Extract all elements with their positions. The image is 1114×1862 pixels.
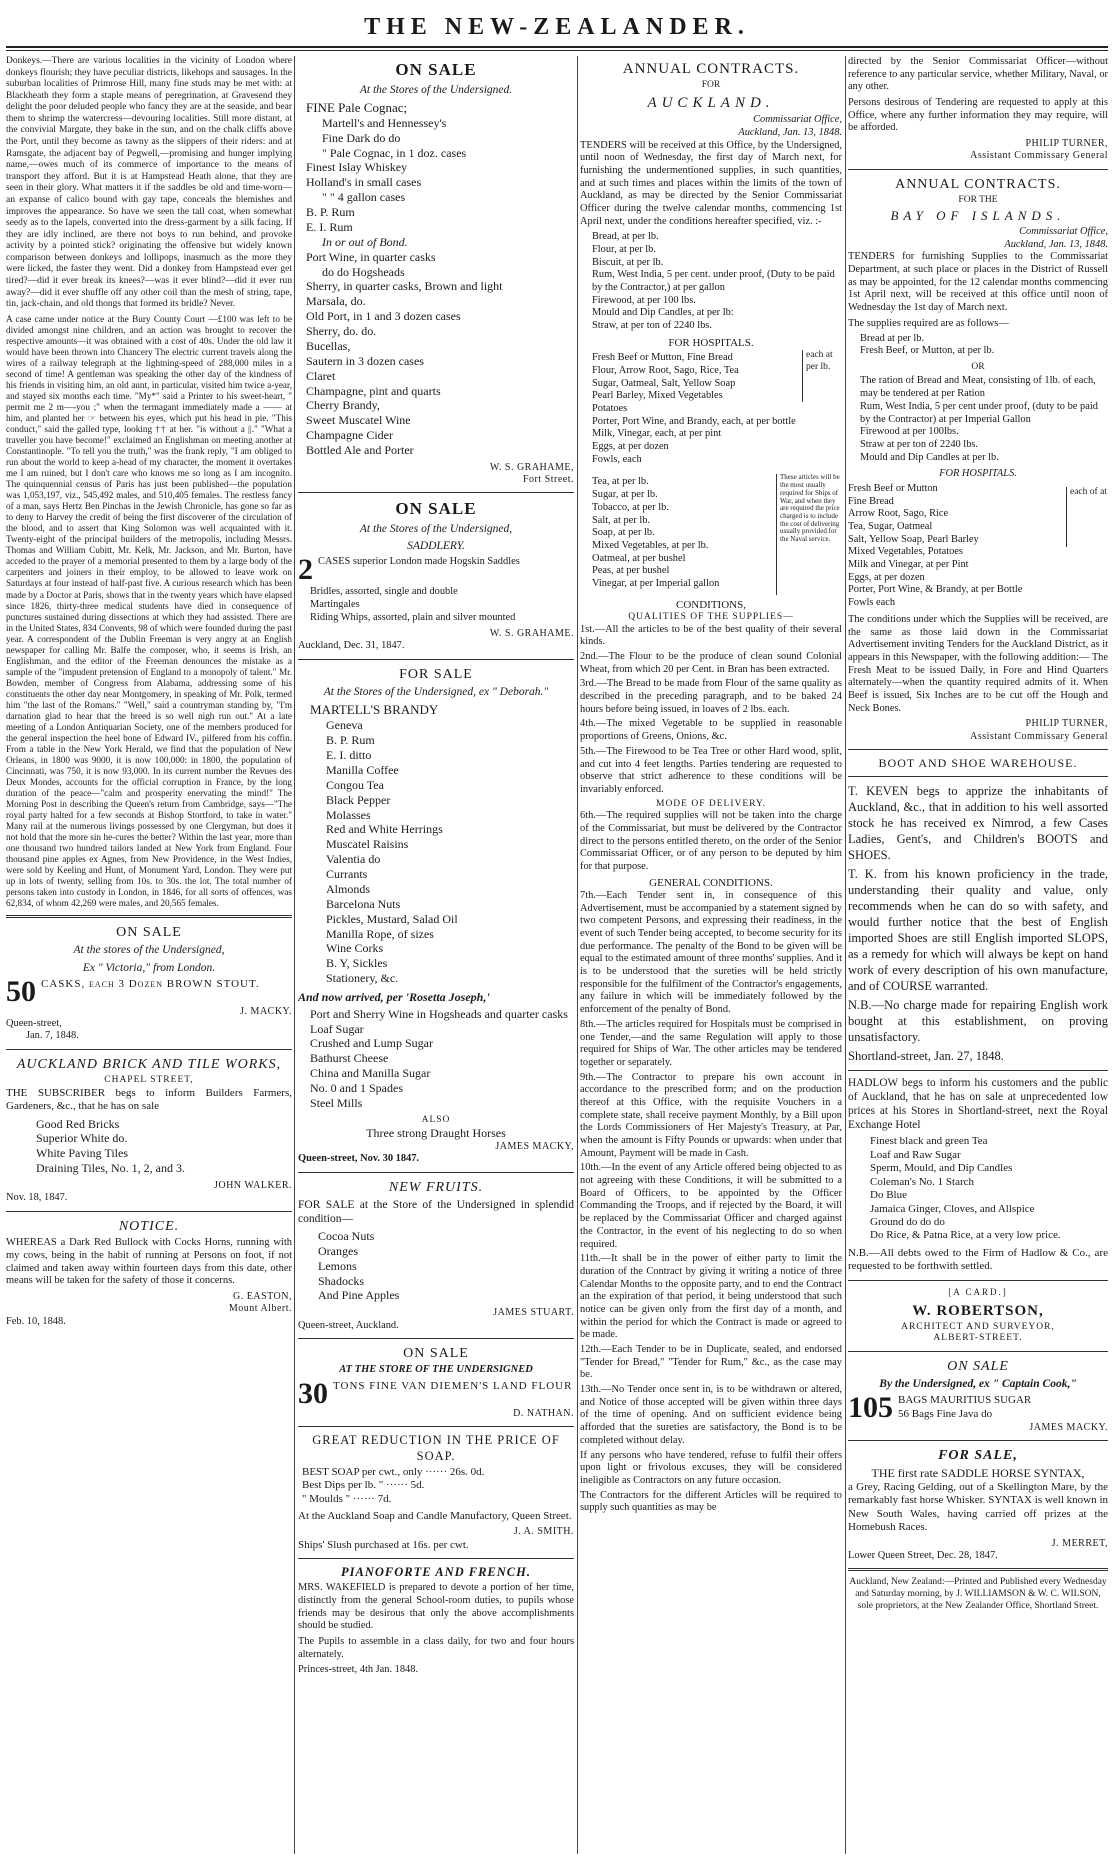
list-item: Rum, West India, 5 per cent under proof, (duty to be paid by the Contractor) at per Imperial Gallon — [860, 400, 1098, 425]
general-conditions-list — [580, 890, 842, 1515]
list-item: Oatmeal, at per bushel — [592, 552, 686, 564]
list-item: Porter, Port Wine, and Brandy, each, at per bottle — [592, 415, 796, 427]
ad-date: Princes-street, 4th Jan. 1848. — [298, 1664, 419, 1676]
list-item: Biscuit, at per lb. — [592, 256, 664, 268]
list-item: B. P. Rum — [326, 733, 375, 748]
list-item: Straw at per ton of 2240 lbs. — [860, 438, 979, 450]
ad-text: CASES superior London made Hogskin Saddles — [318, 556, 520, 568]
ships-list — [592, 476, 776, 590]
bracket-note: each of at — [1066, 487, 1108, 547]
divider — [848, 169, 1108, 170]
ad-subtitle: AT THE STORE OF THE UNDERSIGNED — [339, 1364, 533, 1376]
divider — [848, 1351, 1108, 1352]
list-item: Good Red Bricks — [36, 1116, 120, 1131]
list-item: Tea, Sugar, Oatmeal — [848, 521, 933, 533]
ad-text: The conditions under which the Supplies will be received, are the same as those laid down in the Commissariat Advertisement inviting Tenders for the Auckland District, as it appears in this Newspaper, with the following addition:— The Fresh Meat to be issued Daily, in Fore and Hind Quarters alternately—when the quantity required admits of it. When Beef is issued, Six Inches are to be cut off the Hough and Neck Bones. — [848, 613, 1108, 714]
list-item: Oranges — [318, 1243, 358, 1258]
ad-date: Shortland-street, Jan. 27, 1848. — [848, 1049, 1004, 1064]
list-item: Straw, at per ton of 2240 lbs. — [592, 320, 712, 332]
ad-title: FOR SALE — [399, 667, 473, 683]
conditions-list — [580, 624, 842, 797]
list-item: Bucellas, — [306, 338, 351, 353]
ad-signature: W. S. GRAHAME. — [489, 628, 574, 640]
ad-also: ALSO — [421, 1114, 451, 1125]
ad-subtitle: SADDLERY. — [407, 540, 465, 553]
ad-brick-works — [6, 1056, 292, 1205]
list-item: Vinegar, at per Imperial gallon — [592, 577, 720, 589]
ad-quantity: 2 — [298, 556, 313, 585]
list-item: FINE Pale Cognac; — [306, 99, 408, 115]
list-item: Crushed and Lump Sugar — [310, 1036, 433, 1051]
list-item: Eggs, at per dozen — [848, 571, 925, 583]
condition-item: 11th.—It shall be in the power of either party to limit the duration of the Contract by giving it writing a notice of three Calendar Months to the opposite party, and to end the Contract an the expiration of that period, it being understood that such notice can be given only from the first day of a month, and within the period for which the Contract is made or agreed to be made. — [580, 1253, 842, 1341]
list-item: Port Wine, in quarter casks — [306, 249, 436, 264]
ad-item-list — [318, 1229, 574, 1303]
ad-spirits — [298, 60, 574, 486]
ad-mauritius-sugar — [848, 1358, 1108, 1434]
card-name: W. ROBERTSON, — [912, 1302, 1044, 1319]
card-role: ARCHITECT AND SURVEYOR, — [901, 1321, 1055, 1332]
divider — [298, 492, 574, 493]
imprint: Auckland, New Zealand:—Printed and Published every Wednesday and Saturday morning, by J. WILLIAMSON & W. C. WILSON, sole proprietors, at the New Zealander Office, Shortland Street. — [849, 1577, 1107, 1611]
ad-text: 56 Bags Fine Java do — [898, 1407, 993, 1420]
ad-robertson-card — [848, 1287, 1108, 1345]
list-item: Cocoa Nuts — [318, 1228, 375, 1243]
ad-quantity: 105 — [848, 1394, 893, 1423]
list-item: Superior White do. — [36, 1131, 128, 1146]
ad-text: T. K. from his known proficiency in the trade, understanding their quality and value, only recommends when he can do so with safety, and would further notice that the best of English imported Shoes are still English imported SLOPS, as a remedy for which will always be kept on hand work of every description of his own manufacture, and of COURSE warranted. — [848, 867, 1108, 994]
ad-note: N.B.—No charge made for repairing English work bought at this establishment, on proving unsatisfactory. — [848, 998, 1108, 1045]
newspaper-title: THE NEW-ZEALANDER. — [364, 14, 750, 40]
list-item: Sugar, at per lb. — [592, 489, 658, 501]
list-item: Valentia do — [326, 852, 381, 867]
condition-item: 5th.—The Firewood to be Tea Tree or other Hard wood, split, and cut into 4 feet lengths. Parties tendering are requested to observe that strict adherence to these conditions will be invariably enforced. — [580, 745, 842, 795]
list-item: Almonds — [326, 881, 371, 896]
list-item: Pearl Barley, Mixed Vegetables — [592, 390, 723, 402]
list-item: White Paving Tiles — [36, 1146, 129, 1161]
ad-subtitle: At the Stores of the Undersigned. — [359, 83, 513, 96]
list-item: Claret — [306, 368, 336, 383]
list-item: Molasses — [326, 807, 371, 822]
delivery-text: 6th.—The required supplies will not be taken into the charge of the Commissariat, but must be delivered by the Contractor direct to the persons entitled thereto, on the order of the Senior Commissariat Officer, or of any person to be deputed by him for that purpose. — [580, 810, 842, 872]
ad-title: NOTICE. — [118, 1218, 180, 1234]
list-item: B. Y, Sickles — [326, 956, 388, 971]
ad-signature: JAMES STUART. — [493, 1307, 574, 1319]
list-item: Fresh Beef or Mutton, Fine Bread — [592, 352, 733, 364]
condition-item: 12th.—Each Tender to be in Duplicate, sealed, and endorsed "Tender for Bread," "Tender for Rum," &c., as the case may be. — [580, 1344, 842, 1381]
divider — [848, 1280, 1108, 1281]
conditions-heading: CONDITIONS, — [676, 598, 746, 611]
ad-signature: D. NATHAN. — [513, 1408, 574, 1420]
list-item: Bridles, assorted, single and double — [310, 586, 458, 598]
list-item: Loaf Sugar — [310, 1021, 364, 1036]
ad-text: MRS. WAKEFIELD is prepared to devote a portion of her time, distinctly from the general School-room duties, to pupils whose friends may be desirous that only the above accomplishments should be studied. — [298, 1582, 574, 1632]
list-item: Congou Tea — [326, 777, 384, 792]
list-item: Holland's in small cases — [306, 175, 422, 190]
ad-text: THE first rate SADDLE HORSE SYNTAX, — [871, 1466, 1085, 1481]
ad-title: ON SALE — [403, 1346, 469, 1362]
list-item: Fowls, each — [592, 453, 642, 465]
ad-place: Mount Albert. — [228, 1303, 292, 1315]
divider — [848, 749, 1108, 750]
column-separator — [845, 56, 846, 1854]
list-item: Barcelona Nuts — [326, 896, 401, 911]
ad-subtitle: By the Undersigned, ex " Captain Cook," — [879, 1378, 1077, 1391]
ad-soap — [298, 1433, 574, 1552]
list-item: MARTELL'S BRANDY — [310, 702, 439, 718]
list-item: China and Manilla Sugar — [310, 1066, 431, 1081]
list-item: Lemons — [318, 1258, 357, 1273]
hospitals-heading: FOR HOSPITALS. — [939, 468, 1017, 480]
column-3 — [580, 56, 842, 1856]
ad-signature: PHILIP TURNER, — [1025, 138, 1108, 150]
condition-item: 3rd.—The Bread to be made from Flour of the same quality as described in the preceding paragraph, and to be baked 24 hours before being issued, in loaves of 2 lbs. each. — [580, 678, 842, 715]
condition-item: 10th.—In the event of any Article offered being objected to as not agreeing with these Conditions, it will be submitted to a Board of Officers, to be appointed by the Officer Commanding the Troops, and if rejected by the Board, it will be replaced by the Commissariat Officer and charged against the Contractor, in the event of his neglecting to do so when required. — [580, 1162, 842, 1250]
list-item: Black Pepper — [326, 792, 391, 807]
condition-item: 13th.—No Tender once sent in, is to be withdrawn or altered, and Notice of those accepted will be given within three days of the time of opening. And on sufficient evidence being afforded that the sureties are satisfactory, the Bond is to be completed without delay. — [580, 1384, 842, 1446]
list-item: Mould and Dip Candles at per lb. — [860, 451, 999, 463]
ad-text: BAGS MAURITIUS SUGAR — [898, 1394, 1032, 1407]
list-item: Marsala, do. — [306, 294, 366, 309]
ad-saddlery — [298, 499, 574, 653]
ad-text: CASKS, each 3 Dozen BROWN STOUT. — [41, 977, 260, 990]
ad-signature: JAMES MACKY, — [495, 1140, 574, 1152]
list-item: E. I. ditto — [326, 748, 372, 763]
ad-role: Assistant Commissary General — [970, 150, 1108, 162]
ad-new-fruits — [298, 1179, 574, 1332]
ad-horses: Three strong Draught Horses — [366, 1126, 506, 1141]
list-item: Fowls each — [848, 597, 896, 609]
hospitals-list — [592, 352, 798, 466]
ad-title: NEW FRUITS. — [388, 1179, 484, 1195]
list-item: Shadocks — [318, 1273, 364, 1288]
divider — [6, 1049, 292, 1050]
ad-text: a Grey, Racing Gelding, out of a Skellington Mare, by the remarkably fast horse Whisker. SYNTAX is well known in New South Wales, having carried off prizes at the Homebush Races. — [848, 1480, 1108, 1534]
list-item: Tobacco, at per lb. — [592, 501, 669, 513]
list-item: Mixed Vegetables, Potatoes — [848, 546, 963, 558]
list-item: Ground do do do — [870, 1215, 945, 1228]
list-item: Sugar, Oatmeal, Salt, Yellow Soap — [592, 377, 736, 389]
list-item: Draining Tiles, No. 1, 2, and 3. — [36, 1161, 186, 1176]
ad-item-list — [860, 333, 1108, 358]
ad-date: Lower Queen Street, Dec. 28, 1847. — [848, 1549, 998, 1561]
ad-signature: JOHN WALKER. — [213, 1180, 292, 1192]
ad-place: Queen-street, — [6, 1017, 62, 1029]
divider — [298, 1172, 574, 1173]
list-item: Finest black and green Tea — [870, 1135, 988, 1148]
list-item: Geneva — [326, 718, 363, 733]
list-item: Do Rice, & Patna Rice, at a very low price. — [870, 1229, 1061, 1242]
divider — [848, 776, 1108, 777]
list-item: Coleman's No. 1 Starch — [870, 1175, 975, 1188]
list-item: Port and Sherry Wine in Hogsheads and quarter casks — [310, 1006, 568, 1021]
list-item: " " 4 gallon cases — [322, 190, 406, 205]
ad-title: ON SALE — [395, 60, 477, 79]
ad-signature: J. MACKY. — [240, 1005, 292, 1017]
ad-quantity: 50 — [6, 977, 36, 1006]
list-item: Riding Whips, assorted, plain and silver mounted — [310, 611, 516, 623]
list-item: Flour, Arrow Root, Sago, Rice, Tea — [592, 364, 739, 376]
column-1 — [6, 56, 292, 1856]
contracts-office: Commissariat Office, — [753, 114, 842, 126]
list-item: Sautern in 3 dozen cases — [306, 353, 424, 368]
list-item: Pickles, Mustard, Salad Oil — [326, 911, 458, 926]
list-item: Cherry Brandy, — [306, 398, 380, 413]
column-4 — [848, 56, 1108, 1856]
essay-donkeys: Donkeys.—There are various localities in the vicinity of London where donkeys flourish; they have peculiar districts, likehops and sausages. In the suburban localities of Primrose Hill, many fine studs may be met with: at Blackheath they form a staple means of peregrination, at Gravesend they delight the poor deluded people who fancy they are at the seaside, and bear them to shrimp the watercress—devouring localities. Still more distant, at the convivial Margate, they bake in the sun, and on the chalk cliffs above the Port, until they become as tawny as the slippers of their riders: and at Ramsgate, the adjacent bay of Pegwell,—promising and hunger implying name,—owes much of its commerce of importance to the means of transport they afford. But it is at Hampstead Heath alone, that they are seen in their glory. What matters it if the saddles be old and time-worn—an expanse of calico bound with gay tape, conceals the blemishes and improves the appearance. So have we seen the tall coat, when somewhat seedy as to the lapels, converted into the dress-garment by a silk facing. If they are idly inclined, are there not boys to run behind, and provoke activity by a pointed stick? originating the offensive but widely known comparison between donkeys and lollipops, inasmuch as the more they were licked, the faster they went. Did a donkey from Hampstead ever get tired?—did it ever break its knees?—was it ever blind?—did it ever run away?—did it ever shuffle off any other coil than the mesh of string, tape, tin, jack-chain, and old thongs that formed its bridle? Never. — [6, 56, 292, 310]
list-item: Fresh Beef, or Mutton, at per lb. — [860, 345, 995, 357]
contracts-title: ANNUAL CONTRACTS. — [622, 61, 800, 77]
ad-title: ON SALE — [947, 1358, 1009, 1374]
list-item: Muscatel Raisins — [326, 837, 409, 852]
general-heading: GENERAL CONDITIONS. — [649, 876, 773, 889]
ad-text: THE SUBSCRIBER begs to inform Builders Farmers, Gardeners, &c., that he has on sale — [6, 1086, 292, 1113]
list-item: do do Hogsheads — [322, 264, 405, 279]
ad-subtitle: At the Stores of the Undersigned, ex " Deborah." — [323, 686, 549, 699]
ad-title: ON SALE — [395, 499, 477, 519]
ad-subtitle: At the stores of the Undersigned, — [73, 944, 225, 957]
list-item: Flour, at per lb. — [592, 244, 656, 256]
list-item: Soap, at per lb. — [592, 527, 655, 539]
ad-item-list — [310, 1007, 574, 1111]
ad-notice-bullock — [6, 1218, 292, 1328]
list-item: Jamaica Ginger, Cloves, and Allspice — [870, 1202, 1035, 1215]
ad-arrived-note: And now arrived, per 'Rosetta Joseph,' — [298, 990, 490, 1005]
list-item: Martell's and Hennessey's — [322, 115, 447, 130]
ad-for: FOR THE — [958, 194, 998, 205]
ad-text: The Pupils to assemble in a class daily, for two and four hours alternately. — [298, 1635, 574, 1660]
list-item: And Pine Apples — [318, 1288, 400, 1303]
list-item: Eggs, at per dozen — [592, 441, 669, 453]
divider — [6, 915, 292, 918]
list-item: Rum, West India, 5 per cent. under proof, (Duty to be paid by the Contractor,) at per gallon — [592, 269, 835, 294]
list-item: Mixed Vegetables, at per lb. — [592, 539, 709, 551]
ad-item-list — [36, 1117, 292, 1177]
list-item: Finest Islay Whiskey — [306, 160, 408, 175]
ad-hadlow — [848, 1077, 1108, 1273]
contracts-intro: TENDERS will be received at this Office, by the Undersigned, until noon of Wednesday, the first day of March next, for furnishing the undermentioned supplies, in such quantities, and at such times and places within the limits of the town of Auckland, as may be directed by the Senior Commissariat Officer during the twelve calendar months, commencing 1st April next, under the conditions hereafter specified, viz. :- — [580, 139, 842, 227]
list-item: Milk and Vinegar, at per Pint — [848, 559, 969, 571]
list-item: BEST SOAP per cwt., only ······ 26s. 0d. — [302, 1465, 485, 1478]
column-2 — [298, 56, 574, 1856]
condition-item: 4th.—The mixed Vegetable to be supplied in reasonable proportions of Greens, Onions, &c. — [580, 718, 842, 743]
ad-text: At the Auckland Soap and Candle Manufactory, Queen Street. — [298, 1509, 572, 1522]
list-item: Sherry, in quarter casks, Brown and light — [306, 279, 503, 294]
ad-bay-of-islands — [848, 176, 1108, 743]
list-item: Fine Dark do do — [322, 130, 401, 145]
ad-item-list — [310, 702, 574, 986]
ad-text: WHEREAS a Dark Red Bullock with Cocks Horns, running with my cows, being in the habit of running at Persons on foot, if not claimed and taken away within fourteen days from this date, other means will be taken for the safety of those it concerns. — [6, 1237, 292, 1287]
ad-flour — [298, 1345, 574, 1420]
divider — [848, 1440, 1108, 1441]
hospitals-list — [848, 483, 1066, 610]
list-item: Sweet Muscatel Wine — [306, 413, 411, 428]
list-item: The ration of Bread and Meat, consisting of 1lb. of each, may be tendered at per Ration — [860, 375, 1096, 400]
list-item: Arrow Root, Sago, Rice — [848, 508, 949, 520]
condition-item: 8th.—The articles required for Hospitals must be comprised in one Tender,—and the same Regulation will apply to those required for Ships of War. The other articles may be tendered together or separately. — [580, 1018, 842, 1068]
ad-text: TONS FINE VAN DIEMEN'S LAND FLOUR — [333, 1380, 573, 1393]
ad-office: Commissariat Office, — [1019, 226, 1108, 238]
list-item: Wine Corks — [326, 941, 384, 956]
list-item: Salt, Yellow Soap, Pearl Barley — [848, 533, 979, 545]
ad-text: FOR SALE at the Store of the Undersigned in splendid condition— — [298, 1198, 574, 1225]
condition-item: 7th.—Each Tender sent in, in consequence of this Advertisement, must be accompanied by a statement signed by two competent Persons, and expressing their readiness, in the event of such Tender being accepted, to become security for its due performance. The penalty of the Bond to be given will be equal to the estimated amount of three months' supplies. And it is to be understood that the sureties will be held strictly responsible for the fulfilment of the Contractor's engagements, any failure in which will be immediately followed by the enforcement of the penalty of Bond. — [580, 889, 842, 1016]
divider — [298, 1558, 574, 1559]
list-item: Manilla Coffee — [326, 762, 399, 777]
list-item: Potatoes — [592, 403, 628, 415]
ad-subtitle: CHAPEL STREET, — [104, 1075, 194, 1086]
ad-role: Assistant Commissary General — [970, 730, 1108, 742]
column-separator — [294, 56, 295, 1854]
list-item: Bathurst Cheese — [310, 1051, 389, 1066]
masthead-rule — [6, 46, 1108, 48]
contracts-continued: Persons desirous of Tendering are requested to apply at this Office, where any further information they may require, will be afforded. — [848, 97, 1108, 134]
masthead — [0, 0, 1114, 50]
ad-text: HADLOW begs to inform his customers and the public of Auckland, that he has on sale at unprecedented low prices at his Stores in Shortland-street, next the Royal Exchange Hotel — [848, 1077, 1108, 1131]
supplies-list — [592, 231, 842, 333]
ad-note: N.B.—All debts owed to the Firm of Hadlow & Co., are requested to be forthwith settled. — [848, 1246, 1108, 1273]
list-item: Manilla Rope, of sizes — [326, 926, 434, 941]
list-item: Porter, Port Wine, & Brandy, at per Bottle — [848, 584, 1023, 596]
list-item: E. I. Rum — [306, 219, 353, 234]
ad-note: Ships' Slush purchased at 16s. per cwt. — [298, 1538, 469, 1551]
ad-text: TENDERS for furnishing Supplies to the Commissariat Department, at such place or places in the District of Russell as may be appointed, for the 12 calendar months commencing 1st April next, will be received at this office until noon of Wednesday the 1st day of March next. — [848, 251, 1108, 314]
card-place: ALBERT-STREET. — [933, 1333, 1023, 1344]
list-item: In or out of Bond. — [322, 234, 408, 249]
list-item: Red and White Herrings — [326, 822, 443, 837]
list-item: " Pale Cognac, in 1 doz. cases — [322, 145, 467, 160]
ad-signature: W. S. GRAHAME, — [489, 461, 574, 473]
ad-signature: J. MERRET, — [1051, 1537, 1108, 1549]
masthead-rule-thin — [6, 50, 1108, 51]
list-item: Currants — [326, 867, 368, 882]
ad-subtitle: Ex " Victoria," from London. — [82, 961, 216, 974]
condition-item: If any persons who have tendered, refuse to fulfil their offers upon light or frivolous excuses, they will be considered ineligible as Contractors on any future occasion. — [580, 1449, 842, 1486]
list-item: Bread at per lb. — [860, 332, 925, 344]
list-item: Fresh Beef or Mutton — [848, 482, 938, 494]
ad-date: Nov. 18, 1847. — [6, 1192, 68, 1204]
list-item: Firewood at per 100lbs. — [860, 426, 959, 438]
list-item: Champagne Cider — [306, 428, 393, 443]
ad-date: Jan. 7, 1848. — [26, 1030, 79, 1042]
ad-item-list — [310, 586, 574, 624]
ad-date: Auckland, Jan. 13, 1848. — [1004, 238, 1108, 250]
ad-title: FOR SALE, — [938, 1448, 1018, 1464]
list-item: " Moulds " ······ 7d. — [302, 1492, 392, 1505]
list-item: Bread, at per lb. — [592, 231, 659, 243]
list-item: Best Dips per lb. " ······ 5d. — [302, 1479, 425, 1492]
list-item: B. P. Rum — [306, 205, 355, 220]
delivery-heading: MODE OF DELIVERY. — [656, 798, 766, 809]
ad-signature: G. EASTON, — [233, 1291, 292, 1303]
ad-date: Queen-street, Nov. 30 1847. — [298, 1153, 420, 1165]
ad-item-list — [306, 100, 574, 458]
contracts-continued: directed by the Senior Commissariat Officer—without reference to any particular service, whether Military, Naval, or any other. — [848, 56, 1108, 93]
ad-deborah — [298, 666, 574, 1166]
divider — [6, 1211, 292, 1212]
divider — [298, 1426, 574, 1427]
list-item: Do Blue — [870, 1189, 907, 1202]
condition-item: 1st.—All the articles to be of the best quality of their several kinds. — [580, 623, 842, 648]
contracts-place: AUCKLAND. — [647, 94, 775, 111]
condition-item: 2nd.—The Flour to be the produce of clean sound Colonial Wheat, from which 20 per Cent. in Bran has been extracted. — [580, 651, 842, 675]
list-item: Salt, at per lb. — [592, 514, 651, 526]
ad-title: GREAT REDUCTION IN THE PRICE OF SOAP. — [312, 1433, 560, 1463]
list-item: Champagne, pint and quarts — [306, 383, 441, 398]
list-item: Old Port, in 1 and 3 dozen cases — [306, 309, 461, 324]
ad-title: AUCKLAND BRICK AND TILE WORKS, — [16, 1057, 282, 1073]
ad-item-list — [870, 1135, 1108, 1242]
contracts-for: FOR — [701, 80, 721, 91]
ad-quantity: 30 — [298, 1380, 328, 1409]
ad-place: BAY OF ISLANDS. — [890, 208, 1066, 224]
essay-miscellany: A case came under notice at the Bury County Court —£100 was left to be divided amongst nine children, and an action was brought to recover the respective amounts—it was obtained with a cost of 40s. Under the old law it would have been thrown into Chancery The electric current travels along the wires of a railway telegraph at the lightning-speed of 288,000 miles in a second of time! A gentleman was speaking the other day of the kindness of his friends in visiting him, an old aunt, in particular, visited him twice a-year, and stayed six months each time. "My*" said a Printer to his sweet-heart, " permit me 2 m—-you ;" when the termagant immediately made a —— at him, and planted her ☞ between his eyes, which put his head in pie. "This conduct," said the galled type, looking †† at her. "is without a ||." "What a traveller you have become!" exclaimed an Englishman on meeting another at Constantinople. "To tell you the truth," was the frank reply, "I am obliged to run about the world to keep a-head of my character, the moment it overtakes me I am ruined, but I don't care who knows me so long as I am incognito. The quinquennial census of Paris has just been published—the population was 1,053,197, viz., 545,492 males, and 510,405 females. The restless fancy of a man, says Hertz Ben Pinchas in the Jewish Chronicle, has gone so far as to deny to Harvey the credit of being the first discoverer of the circulation of the blood, and to assert that King Solomon was well acquainted with it. Twenty-eight of the principal builders of the metropolis, including Messrs. Thomas and William Cubitt, Mr. Kelk, Mr. Jackson, and Mr. Burton, have acceded to the prayer of a memorial presented to them by a large body of the carpenters and joiners in their employ, to be allowed to leave work on Saturdays at four instead of half-past five. A curious research which has been made by a Doctor at Paris, shows that in the twenty years which have elapsed since 1826, thirty-three medical students have died in consequence of punctures sustained during dissections at which they had assisted. There are in the United States, 834 Convents, 98 of which were founded during the past year. A correspondent of the Dublin Freeman is very angry at an English newspaper for calling Mr. Balfe the composer, who, it seems is Irish, an Englishman, and the editor of the Freeman denounces the mistake as a sample of the "impudent pretension of England to a monopoly of talent." Mr. Bowden, member of Congress from Alabama, addressing some of his constituents the other day near Montgomery, in speaking of Mr. Polk, termed him "the last of the Romans." "Well," said a countryman standing by, "I'm darnation glad to hear that the breed is so well nigh run out." At a late meeting of a London Antiquarian Society, one of the members produced for the general inspection the heel bone of Edward IV., pilfered from his coffin. From a table in the New York Herald, we find that the population of New Orleans, in 1800 was 9000, it is now 100,000: in 1800, the population of Cincinnati, was 750, it is now 93,000. In its current number the Revues des Deux Mondes, accounts for the official corruption in France, by the long duration of the peace—"calm and prosperity enervating the mind!" The Morning Post in describing the Queen's return from Cambridge, says—"The royal party halted for a few seconds at Bishop Stortford, to take in water." Many rail at the numerous livings possessed by one Clergyman, but does it not hold that the more sin he-cures the better? Within the last year, more than one thousand two hundred tailors landed at New York from England. Four thousand pine apples ex Agnes, from New Providence, in the West Indies, were sold by Keeling and Hunt, of Monument Yard, London. They were put up in lots of twenty, selling from 10s. to 30s. the lot. The total number of persons taken into custody in London, in 1846, for all sorts of offences, was 62,834, of whom 42,269 were males, and 20,565 females. — [6, 313, 292, 909]
ad-title: ON SALE — [116, 925, 182, 941]
contracts-date: Auckland, Jan. 13, 1848. — [738, 126, 842, 138]
ad-or: OR — [971, 361, 985, 372]
ad-title: ANNUAL CONTRACTS. — [895, 176, 1061, 192]
divider — [298, 1338, 574, 1339]
list-item: Fine Bread — [848, 495, 894, 507]
card-label: [A CARD.] — [948, 1286, 1008, 1297]
ships-note: These articles will be the most usually required for Ships of War, and when they are required the price charged is to include the cost of delivering usually provided for the Naval service. — [776, 474, 842, 594]
hospitals-heading: FOR HOSPITALS. — [668, 336, 754, 349]
conditions-subheading: QUALITIES OF THE SUPPLIES— — [628, 612, 794, 623]
list-item: Bottled Ale and Porter — [306, 443, 414, 458]
ad-place: Fort Street. — [523, 474, 574, 486]
ad-signature: J. A. SMITH. — [513, 1526, 574, 1538]
list-item: Sperm, Mould, and Dip Candles — [870, 1162, 1013, 1175]
ad-text: T. KEVEN begs to apprize the inhabitants of Auckland, &c., that in addition to his well assorted stock he has received ex Nimrod, a few Cases Ladies, Gent's, and Children's BOOTS and SHOES. — [848, 784, 1108, 863]
ad-pianoforte — [298, 1565, 574, 1677]
list-item: Stationery, &c. — [326, 971, 399, 986]
list-item: Peas, at per bushel — [592, 565, 670, 577]
ad-boot-shoe — [848, 756, 1108, 1065]
ad-subtitle: At the Stores of the Undersigned, — [359, 523, 513, 536]
ad-signature: JAMES MACKY. — [1029, 1422, 1108, 1434]
condition-item: 9th.—The Contractor to prepare his own account in accordance to the prescribed form; and on the production thereof at this Office, with the requisite Vouchers in a complete state, shall receive payment Monthly, by a Bill upon the Lords Commissioners of Her Majesty's Treasury, at Par, when the amount is Fifty Pounds or upwards: when under that Amount, Payment will be made in Cash. — [580, 1071, 842, 1159]
condition-item: The Contractors for the different Articles will be required to supply such quantities as may be — [580, 1489, 842, 1514]
list-item: Martingales — [310, 598, 360, 610]
ad-text: The supplies required are as follows— — [848, 317, 1009, 329]
ad-place: Queen-street, Auckland. — [298, 1319, 399, 1331]
ad-item-list — [860, 375, 1108, 464]
ad-date: Feb. 10, 1848. — [6, 1315, 66, 1327]
divider — [848, 1070, 1108, 1071]
ad-title: BOOT AND SHOE WAREHOUSE. — [878, 755, 1078, 770]
ad-stout — [6, 924, 292, 1043]
ad-saddle-horse — [848, 1447, 1108, 1562]
list-item: Mould and Dip Candles, at per lb: — [592, 307, 734, 319]
ad-title: PIANOFORTE AND FRENCH. — [341, 1564, 531, 1579]
list-item: Sherry, do. do. — [306, 324, 377, 339]
ad-signature: PHILIP TURNER, — [1025, 718, 1108, 730]
list-item: No. 0 and 1 Spades — [310, 1081, 403, 1096]
list-item: Loaf and Raw Sugar — [870, 1148, 961, 1161]
column-separator — [577, 56, 578, 1854]
list-item: Steel Mills — [310, 1095, 363, 1110]
divider — [848, 1568, 1108, 1571]
ad-price-list — [302, 1466, 574, 1506]
list-item: Milk, Vinegar, each, at per pint — [592, 428, 722, 440]
list-item: Tea, at per lb. — [592, 476, 649, 488]
ad-date: Auckland, Dec. 31, 1847. — [298, 640, 405, 652]
bracket-note: each at per lb. — [802, 350, 842, 402]
list-item: Firewood, at per 100 lbs. — [592, 294, 696, 306]
divider — [298, 659, 574, 660]
